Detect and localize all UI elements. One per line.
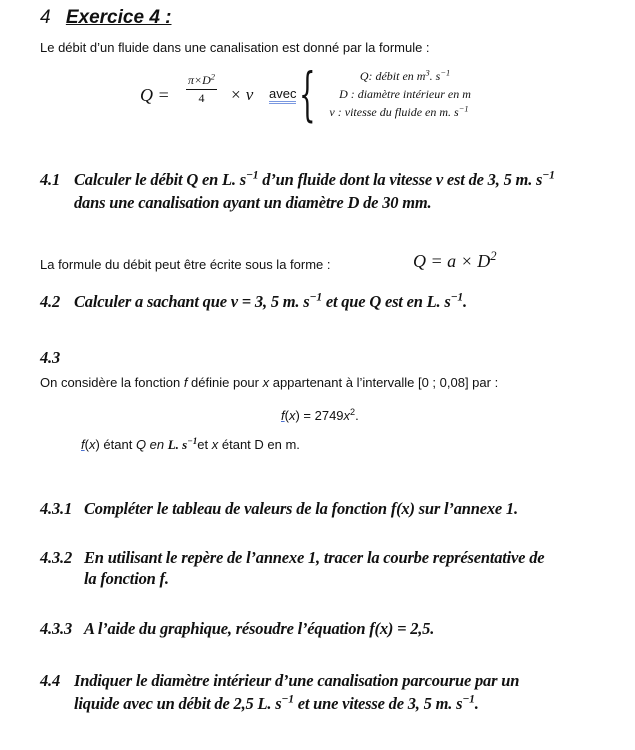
legend-d: D : diamètre intérieur en m xyxy=(339,87,471,101)
q42-exp2: −1 xyxy=(450,291,463,304)
form-formula-exp: 2 xyxy=(490,249,497,264)
question-4-3-1 xyxy=(40,499,518,519)
formula-avec: avec xyxy=(269,87,296,104)
formula-legend xyxy=(310,67,500,121)
question-4-3-2-line2: la fonction f. xyxy=(84,569,169,588)
exercise-heading xyxy=(40,7,172,29)
question-4-4 xyxy=(40,671,519,691)
intro-text: Le débit d’un fluide dans une canalisation est donné par la formule : xyxy=(40,40,430,55)
formula-lhs: Q = xyxy=(140,85,170,105)
q42-text-c: . xyxy=(462,292,467,311)
function-note: f(x) étant Q en L. $s^{-1}et$ x étant D en m. xyxy=(81,436,300,452)
q44-line1: Indiquer le diamètre intérieur d’une canalisation parcourue par un xyxy=(74,671,520,690)
q433-text: A l’aide du graphique, résoudre l’équation f(x) = 2,5. xyxy=(84,619,435,638)
flow-formula xyxy=(140,60,520,128)
legend-v: v : vitesse du fluide en m. $s^{-1}$ xyxy=(329,104,469,119)
q41-exp1: −1 xyxy=(245,169,259,182)
question-4-3-intro: On considère la fonction f définie pour x appartenant à l’intervalle [0 ; 0,08] par : xyxy=(40,375,499,390)
heading-title: Exercice 4 : xyxy=(65,7,172,28)
fraction-denominator: 4 xyxy=(198,91,205,105)
q431-number: 4.3.1 xyxy=(40,499,73,518)
question-4-2 xyxy=(40,292,467,312)
numerator-exponent: 2 xyxy=(210,72,215,82)
fraction-numerator: π×D xyxy=(188,73,211,87)
q42-text-b: et que Q est en L. s xyxy=(321,292,451,311)
q41-number: 4.1 xyxy=(40,170,61,189)
formula-times-v: × v xyxy=(230,85,254,104)
legend-q: Q: débit en $m^3$. $s^{-1}$ xyxy=(359,68,451,83)
question-4-4-line2: liquide avec un débit de 2,5 L. $s^{-1}$ et une vitesse de 3, 5 m. $s^{-1}$. xyxy=(74,693,479,713)
q42-exp1: −1 xyxy=(309,291,322,304)
form-line-formula xyxy=(413,251,497,272)
q41-exp2: −1 xyxy=(542,169,555,182)
q431-text: Compléter le tableau de valeurs de la fonction f(x) sur l’annexe 1. xyxy=(84,499,518,518)
q42-text-a: Calculer a sachant que v = 3, 5 m. s xyxy=(74,292,310,311)
question-4-3-3 xyxy=(40,619,434,639)
form-formula-text: Q = a × D xyxy=(413,251,491,271)
q44-number: 4.4 xyxy=(40,671,61,690)
q41-line1-a: Calculer le débit Q en L. s xyxy=(74,170,246,189)
function-definition: $f(x) = 2749x^2$. xyxy=(281,407,359,423)
heading-number: 4 xyxy=(40,7,51,28)
question-4-1-line2: dans une canalisation ayant un diamètre D de 30 mm. xyxy=(74,193,432,212)
question-4-3-2 xyxy=(40,548,544,568)
question-4-1 xyxy=(40,170,555,190)
form-line-text: La formule du débit peut être écrite sous la forme : xyxy=(40,257,331,272)
q432-line1: En utilisant le repère de l’annexe 1, tracer la courbe représentative de xyxy=(84,548,545,567)
question-4-3-number: 4.3 xyxy=(40,348,61,367)
q42-number: 4.2 xyxy=(40,292,61,311)
left-brace: { xyxy=(299,60,316,128)
formula-fraction xyxy=(186,73,217,106)
q433-number: 4.3.3 xyxy=(40,619,73,638)
q41-line1-b: d’un fluide dont la vitesse v est de 3, 5 m. s xyxy=(258,170,543,189)
q432-number: 4.3.2 xyxy=(40,548,73,567)
